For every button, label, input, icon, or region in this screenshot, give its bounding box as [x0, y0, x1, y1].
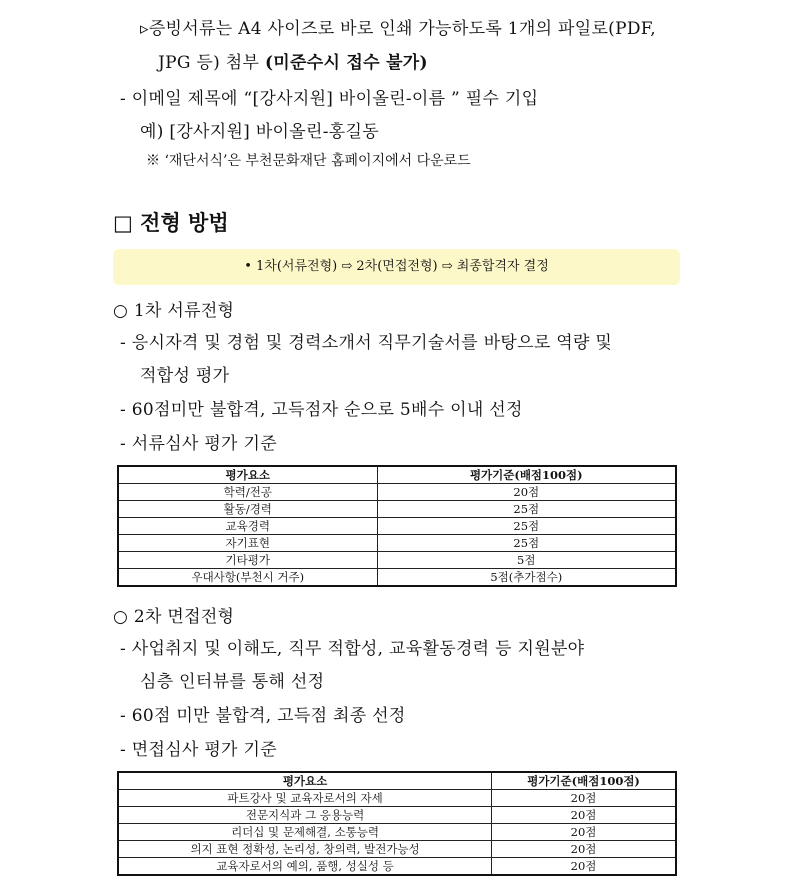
table-cell: 의지 표현 정확성, 논리성, 창의력, 발전가능성 [118, 841, 492, 858]
table-cell: 20점 [492, 807, 676, 824]
table-header: 평가요소 [118, 466, 377, 484]
stage1-line-cont: 적합성 평가 [140, 366, 230, 386]
table-cell: 20점 [377, 484, 676, 501]
table-row [118, 484, 676, 501]
stage2-line: - 60점 미만 불합격, 고득점 최종 선정 [120, 706, 406, 726]
table-cell: 5점(추가점수) [377, 569, 676, 587]
table-cell: 파트강사 및 교육자로서의 자세 [118, 790, 492, 807]
table-row [118, 535, 676, 552]
process-flow-text: • 1차(서류전형) ⇨ 2차(면접전형) ⇨ 최종합격자 결정 [244, 259, 549, 274]
table-cell: 5점 [377, 552, 676, 569]
download-note: ※ ‘재단서식’은 부천문화재단 홈페이지에서 다운로드 [146, 153, 471, 169]
table-row [118, 858, 676, 876]
table-cell: 20점 [492, 824, 676, 841]
table-cell: 20점 [492, 841, 676, 858]
stage1-line: - 응시자격 및 경험 및 경력소개서 직무기술서를 바탕으로 역량 및 [120, 333, 613, 353]
process-flow-box [113, 249, 680, 285]
table-row [118, 841, 676, 858]
table-cell: 학력/전공 [118, 484, 377, 501]
table-header: 평가기준(배점100점) [377, 466, 676, 484]
interview-table [117, 771, 677, 876]
doc-bullet-line: ▹증빙서류는 A4 사이즈로 바로 인쇄 가능하도록 1개의 파일로(PDF, [140, 19, 656, 39]
table-cell: 20점 [492, 790, 676, 807]
table-cell: 25점 [377, 535, 676, 552]
stage2-heading: ○ 2차 면접전형 [113, 607, 235, 627]
table-header: 평가요소 [118, 772, 492, 790]
stage1-line: - 서류심사 평가 기준 [120, 434, 277, 454]
table-cell: 25점 [377, 501, 676, 518]
stage1-line: - 60점미만 불합격, 고득점자 순으로 5배수 이내 선정 [120, 400, 523, 420]
table-row [118, 501, 676, 518]
section-title: □ 전형 방법 [113, 211, 229, 235]
table-header: 평가기준(배점100점) [492, 772, 676, 790]
table-cell: 우대사항(부천시 거주) [118, 569, 377, 587]
stage1-heading: ○ 1차 서류전형 [113, 301, 235, 321]
table-cell: 25점 [377, 518, 676, 535]
table-row [118, 518, 676, 535]
table-row [118, 569, 676, 587]
warning-text: (미준수시 접수 불가) [264, 53, 428, 73]
table-cell: 기타평가 [118, 552, 377, 569]
stage2-line: - 사업취지 및 이해도, 직무 적합성, 교육활동경력 등 지원분야 [120, 639, 585, 659]
table-header-row [118, 772, 676, 790]
table-cell: 리더십 및 문제해결, 소통능력 [118, 824, 492, 841]
table-cell: 자기표현 [118, 535, 377, 552]
attachment-text: JPG 등) 첨부 [158, 53, 265, 73]
email-example: 예) [강사지원] 바이올린-홍길동 [140, 122, 379, 142]
table-cell: 교육경력 [118, 518, 377, 535]
stage2-line-cont: 심층 인터뷰를 통해 선정 [140, 672, 325, 692]
table-cell: 활동/경력 [118, 501, 377, 518]
table-cell: 교육자로서의 예의, 품행, 성실성 등 [118, 858, 492, 876]
stage2-line: - 면접심사 평가 기준 [120, 740, 277, 760]
table-row [118, 790, 676, 807]
table-cell: 전문지식과 그 응용능력 [118, 807, 492, 824]
table-row [118, 552, 676, 569]
doc-bullet-line-cont [158, 48, 428, 73]
table-cell: 20점 [492, 858, 676, 876]
table-row [118, 824, 676, 841]
table-header-row [118, 466, 676, 484]
email-rule: - 이메일 제목에 “[강사지원] 바이올린-이름 ” 필수 기입 [120, 89, 539, 109]
table-row [118, 807, 676, 824]
document-screening-table [117, 465, 677, 587]
